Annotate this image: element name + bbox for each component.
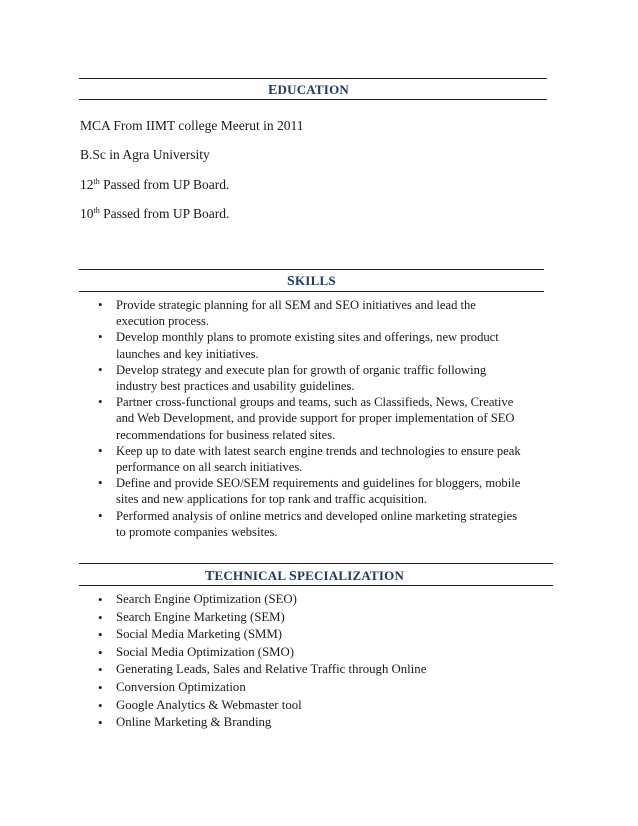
- list-item: [116, 591, 426, 609]
- education-item-text: Passed from UP Board.: [99, 206, 230, 221]
- technical-item: Google Analytics & Webmaster tool: [116, 697, 302, 712]
- technical-bottom-rule: [79, 585, 553, 586]
- education-item-text: MCA From IIMT college Meerut in 2011: [80, 118, 304, 133]
- list-item: [116, 609, 426, 627]
- list-item: [116, 443, 521, 475]
- education-item-text: Passed from UP Board.: [99, 177, 230, 192]
- skills-heading: [287, 273, 336, 290]
- technical-heading: [205, 568, 404, 585]
- skill-line: industry best practices and usability guidelines.: [116, 379, 355, 394]
- skill-line: launches and key initiatives.: [116, 346, 259, 361]
- education-bottom-rule: [79, 99, 547, 100]
- education-heading-rest: DUCATION: [277, 82, 349, 97]
- skill-line: Partner cross-functional groups and teams, such as Classifieds, News, Creative: [116, 395, 514, 410]
- list-item: [116, 297, 521, 329]
- technical-top-rule: [79, 563, 553, 564]
- education-item: [80, 147, 210, 163]
- technical-heading-rest-1: ECHNICAL: [214, 568, 289, 583]
- skill-line: and Web Development, and provide support for proper implementation of SEO: [116, 411, 515, 426]
- education-item-text: B.Sc in Agra University: [80, 147, 210, 162]
- technical-item: Generating Leads, Sales and Relative Traffic through Online: [116, 662, 427, 677]
- skill-line: Provide strategic planning for all SEM and SEO initiatives and lead the: [116, 298, 476, 312]
- technical-item: Social Media Marketing (SMM): [116, 627, 282, 642]
- skills-heading-rest: KILLS: [295, 273, 336, 288]
- skills-bottom-rule: [79, 291, 544, 292]
- technical-item: Conversion Optimization: [116, 679, 246, 694]
- list-item: [116, 714, 426, 732]
- technical-item: Search Engine Optimization (SEO): [116, 592, 297, 606]
- skills-top-rule: [79, 269, 544, 270]
- list-item: [116, 626, 426, 644]
- list-item: [116, 679, 426, 697]
- skill-line: Develop strategy and execute plan for growth of organic traffic following: [116, 362, 487, 377]
- education-item-sup: th: [93, 206, 100, 215]
- list-item: [116, 644, 426, 662]
- skills-heading-first: S: [287, 274, 295, 289]
- list-item: [116, 697, 426, 715]
- education-item: [80, 206, 229, 222]
- education-item: [80, 118, 303, 134]
- technical-heading-first-2: S: [288, 569, 297, 584]
- list-item: [116, 475, 521, 507]
- education-heading-first: E: [268, 83, 278, 98]
- education-top-rule: [79, 78, 547, 79]
- list-item: [116, 508, 521, 540]
- skill-line: execution process.: [116, 314, 210, 329]
- list-item: [116, 661, 426, 679]
- education-item: [80, 177, 229, 193]
- education-heading: [268, 82, 349, 99]
- skill-line: performance on all search initiatives.: [116, 460, 303, 475]
- skills-list: [116, 297, 521, 540]
- skill-line: Develop monthly plans to promote existing sites and offerings, new product: [116, 330, 499, 345]
- skill-line: Keep up to date with latest search engine trends and technologies to ensure peak: [116, 443, 521, 458]
- technical-heading-rest-2: PECIALIZATION: [296, 568, 405, 583]
- technical-item: Social Media Optimization (SMO): [116, 644, 295, 659]
- skill-line: Performed analysis of online metrics and developed online marketing strategies: [116, 508, 518, 523]
- skill-line: sites and new applications for top rank and traffic acquisition.: [116, 492, 428, 507]
- technical-item: Search Engine Marketing (SEM): [116, 609, 285, 624]
- education-item-number: 12: [80, 177, 94, 192]
- skill-line: recommendations for business related sites.: [116, 427, 336, 442]
- list-item: [116, 329, 521, 361]
- skill-line: to promote companies websites.: [116, 524, 278, 539]
- education-item-number: 10: [80, 206, 94, 221]
- technical-item: Online Marketing & Branding: [116, 715, 272, 730]
- technical-heading-first-1: T: [205, 569, 215, 584]
- list-item: [116, 362, 521, 394]
- technical-list: [116, 591, 426, 732]
- education-item-sup: th: [93, 177, 100, 186]
- skill-line: Define and provide SEO/SEM requirements and guidelines for bloggers, mobile: [116, 476, 521, 491]
- list-item: [116, 394, 521, 443]
